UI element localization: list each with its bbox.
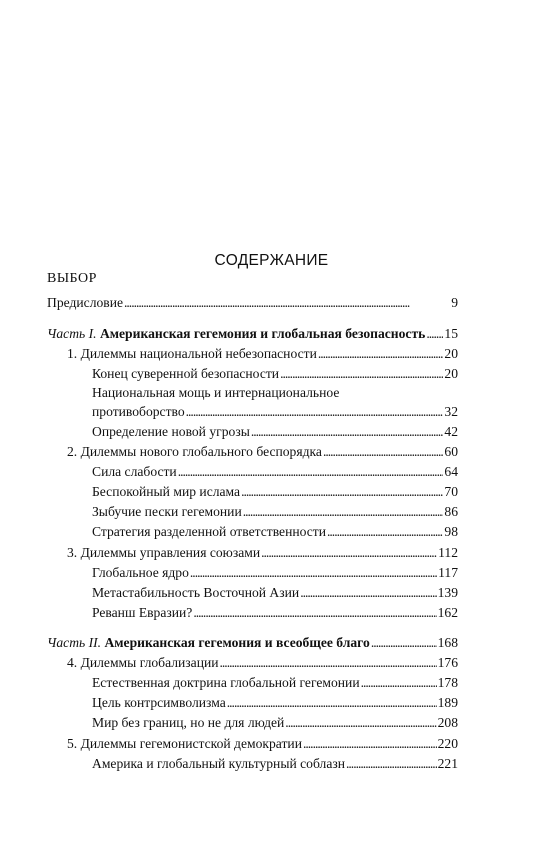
leader-dots	[323, 443, 443, 460]
toc-page-number: 189	[437, 695, 458, 710]
leader-dots	[186, 403, 444, 420]
section-heading: ВЫБОР	[47, 271, 97, 286]
toc-entry-label: 2. Дилеммы нового глобального беспорядка	[67, 444, 322, 459]
toc-page-number: 220	[437, 736, 458, 751]
toc-entry-part[interactable]	[47, 325, 458, 342]
toc-entry-chapter[interactable]	[67, 544, 458, 561]
toc-entry-section[interactable]	[92, 755, 458, 772]
toc-entry-chapter[interactable]	[67, 443, 458, 460]
leader-dots	[361, 674, 437, 691]
leader-dots	[243, 503, 444, 520]
toc-entry-section[interactable]	[92, 674, 458, 691]
toc-entry-section[interactable]	[92, 463, 458, 480]
toc-entry-section[interactable]	[92, 604, 458, 621]
leader-dots	[193, 604, 436, 621]
toc-page-number: 162	[437, 605, 458, 620]
toc-entry-label: Естественная доктрина глобальной гегемонии	[92, 675, 360, 690]
toc-page-number: 139	[437, 585, 458, 600]
toc-entry-label: Глобальное ядро	[92, 565, 189, 580]
leader-dots	[300, 584, 436, 601]
toc-page-number: 168	[437, 635, 458, 650]
toc-entry-label: Цель контрсимволизма	[92, 695, 226, 710]
leader-dots	[346, 755, 437, 772]
toc-page-number: 9	[451, 295, 458, 310]
leader-dots	[227, 694, 437, 711]
toc-entry-section[interactable]	[92, 483, 458, 500]
toc-entry-part[interactable]	[47, 634, 458, 651]
toc-entry-label: Предисловие	[47, 295, 124, 310]
toc-page-number: 117	[438, 565, 458, 580]
toc-entry-label: Мир без границ, но не для людей	[92, 715, 285, 730]
leader-dots	[178, 463, 444, 480]
toc-entry-label: Определение новой угрозы	[92, 424, 250, 439]
toc-entry-preface[interactable]	[47, 294, 458, 311]
toc-page-number: 15	[444, 326, 458, 341]
toc-entry-label: противоборство	[92, 404, 185, 419]
toc-entry-section[interactable]	[92, 403, 458, 420]
toc-entry-section[interactable]	[92, 423, 458, 440]
toc-page-number: 42	[444, 424, 458, 439]
toc-entry-label: Зыбучие пески гегемонии	[92, 504, 242, 519]
part-number: Часть I.	[47, 326, 97, 341]
toc-entry-label: Реванш Евразии?	[92, 605, 193, 620]
toc-entry-label: 5. Дилеммы гегемонистской демократии	[67, 736, 302, 751]
leader-dots	[303, 735, 437, 752]
toc-entry-chapter[interactable]	[67, 735, 458, 752]
toc-entry-label: 4. Дилеммы глобализации	[67, 655, 219, 670]
toc-page-number: 64	[444, 464, 458, 479]
leader-dots	[261, 544, 437, 561]
toc-entry-section[interactable]	[92, 694, 458, 711]
toc-entry-section[interactable]	[92, 564, 458, 581]
leader-dots	[190, 564, 437, 581]
part-title: Американская гегемония и всеобщее благо	[104, 635, 370, 650]
toc-entry-label: Метастабильность Восточной Азии	[92, 585, 300, 600]
toc-entry-chapter[interactable]	[67, 345, 458, 362]
leader-dots	[318, 345, 444, 362]
toc-page-number: 176	[437, 655, 458, 670]
toc-entry-label: Америка и глобальный культурный соблазн	[92, 756, 346, 771]
part-number: Часть II.	[47, 635, 102, 650]
toc-entry-section[interactable]	[92, 584, 458, 601]
toc-page-number: 86	[444, 504, 458, 519]
toc-entry-section[interactable]	[92, 503, 458, 520]
toc-page-number: 70	[444, 484, 458, 499]
page-title: СОДЕРЖАНИЕ	[214, 252, 329, 269]
toc-page-number: 98	[444, 524, 458, 539]
toc-entry-section[interactable]	[92, 365, 458, 382]
leader-dots	[371, 634, 437, 651]
toc-page-number: 20	[444, 346, 458, 361]
part-title: Американская гегемония и глобальная безопасность	[99, 326, 426, 341]
toc-entry-label-line1: Национальная мощь и интернациональное	[92, 385, 340, 400]
leader-dots	[426, 325, 443, 342]
toc-entry-section[interactable]	[92, 714, 458, 731]
toc-entry-label: Сила слабости	[92, 464, 177, 479]
toc-entry-label: 3. Дилеммы управления союзами	[67, 545, 261, 560]
toc-page-number: 178	[437, 675, 458, 690]
toc-entry-label: 1. Дилеммы национальной небезопасности	[67, 346, 317, 361]
toc-page-number: 60	[444, 444, 458, 459]
leader-dots	[285, 714, 436, 731]
toc-entry-label: Конец суверенной безопасности	[92, 366, 280, 381]
toc-page-number: 20	[444, 366, 458, 381]
toc-page-number: 208	[437, 715, 458, 730]
toc-page-number: 112	[438, 545, 458, 560]
leader-dots	[241, 483, 443, 500]
toc-entry-label: Стратегия разделенной ответственности	[92, 524, 327, 539]
toc-entry-section[interactable]	[92, 523, 458, 540]
toc-entry-chapter[interactable]	[67, 654, 458, 671]
leader-dots	[327, 523, 443, 540]
toc-page-number: 32	[444, 404, 458, 419]
leader-dots	[251, 423, 444, 440]
leader-dots	[280, 365, 443, 382]
toc-entry-label: Беспокойный мир ислама	[92, 484, 241, 499]
leader-dots	[124, 294, 450, 311]
toc-page-number: 221	[437, 756, 458, 771]
leader-dots	[220, 654, 437, 671]
